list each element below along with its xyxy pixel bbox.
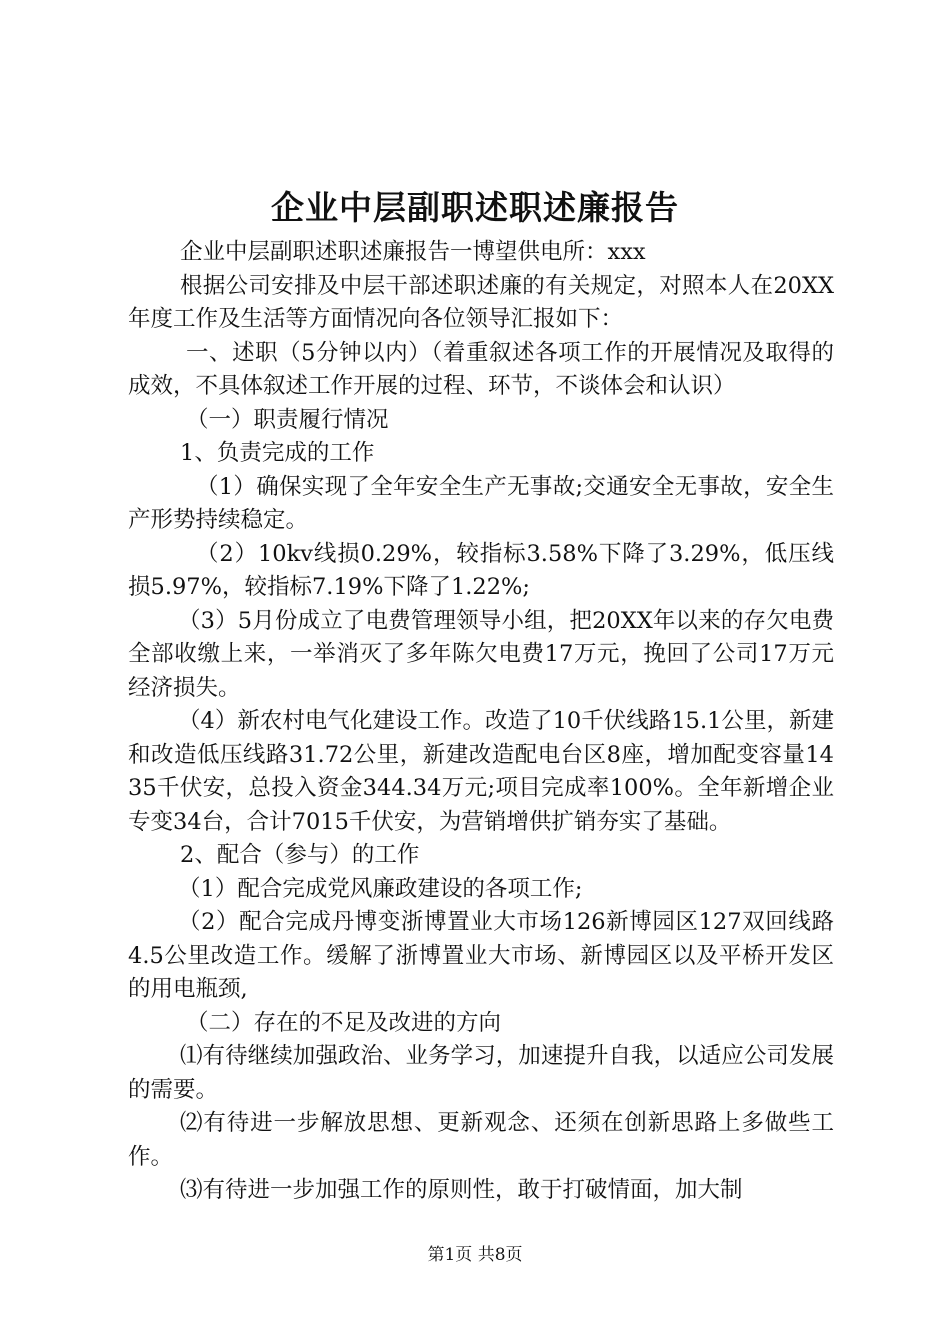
subsection-heading: （一）职责履行情况 [186,406,389,433]
list-item: （1）确保实现了全年安全生产无事故;交通安全无事故，安全生产形势持续稳定。 [128,473,834,533]
subsection-heading: 1、负责完成的工作 [180,440,375,466]
list-item: （4）新农村电气化建设工作。改造了10千伏线路15.1公里，新建和改造低压线路31.72公里，新建改造配电台区8座，增加配变容量1435千伏安，总投入资金344.34万元;项目完成率100%。全年新增企业专变34台，合计7015千伏安，为营销增供扩销夯实了基础。 [128,708,834,835]
list-item: ⑴有待继续加强政治、业务学习，加速提升自我，以适应公司发展的需要。 [128,1043,834,1103]
list-item: （2）配合完成丹博变浙博置业大市场126新博园区127双回线路4.5公里改造工作。缓解了浙博置业大市场、新博园区以及平桥开发区的用电瓶颈, [128,909,834,1002]
section-heading: 一、述职（5分钟以内）（着重叙述各项工作的开展情况及取得的成效，不具体叙述工作开展的过程、环节，不谈体会和认识） [128,339,834,399]
paragraph-intro: 企业中层副职述职述廉报告一博望供电所：xxx [180,239,646,265]
list-item: （1）配合完成党风廉政建设的各项工作; [178,875,583,902]
subsection-heading: 2、配合（参与）的工作 [180,842,420,868]
list-item: ⑶有待进一步加强工作的原则性，敢于打破情面，加大制 [180,1177,743,1203]
page-number: 第1页 共8页 [427,1245,523,1265]
list-item: （3）5月份成立了电费管理领导小组，把20XX年以来的存欠电费全部收缴上来，一举消灭了多年陈欠电费17万元，挽回了公司17万元经济损失。 [128,607,834,701]
document-title: 企业中层副职述职述廉报告 [271,188,679,227]
paragraph: 根据公司安排及中层干部述职述廉的有关规定，对照本人在20XX年度工作及生活等方面情况向各位领导汇报如下： [128,272,834,332]
subsection-heading: （二）存在的不足及改进的方向 [186,1009,502,1036]
document-body [128,236,834,1208]
list-item: （2）10kv线损0.29%，较指标3.58%下降了3.29%，低压线损5.97%，较指标7.19%下降了1.22%; [128,540,834,600]
list-item: ⑵有待进一步解放思想、更新观念、还须在创新思路上多做些工作。 [128,1110,834,1170]
